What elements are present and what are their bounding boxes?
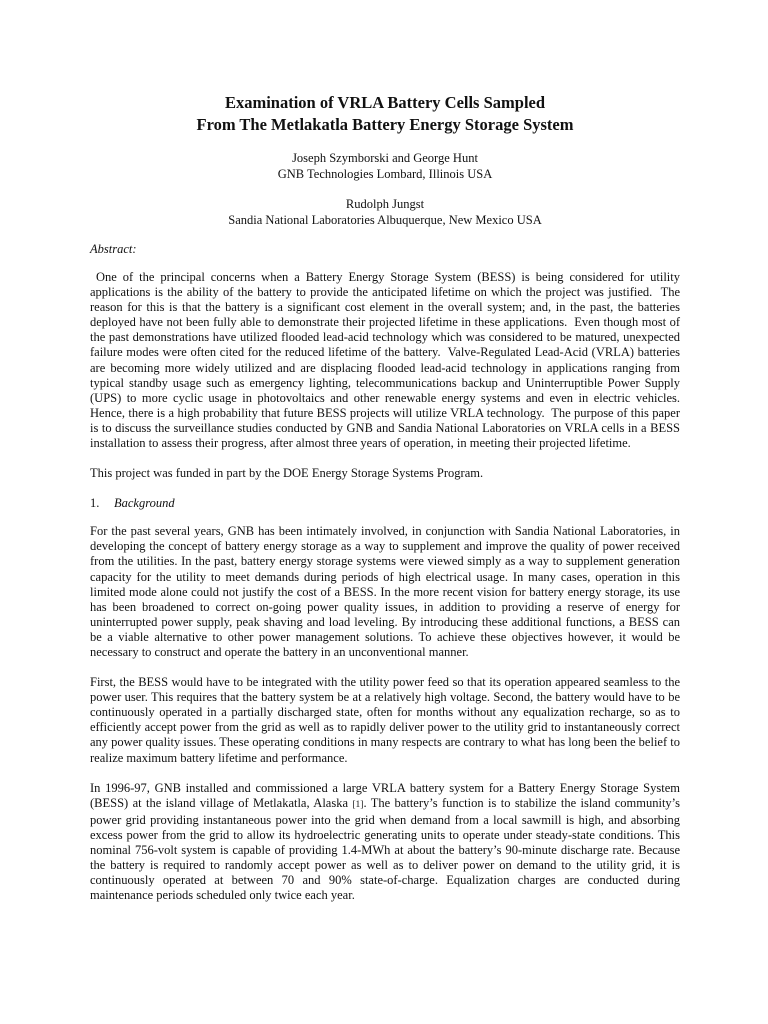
title-line-1: Examination of VRLA Battery Cells Sampled <box>224 93 546 112</box>
funding-note: This project was funded in part by the DOE Energy Storage Systems Program. <box>90 466 484 481</box>
title-line-2: From The Metlakatla Battery Energy Storage System <box>196 115 574 134</box>
body-paragraph: For the past several years, GNB has been intimately involved, in conjunction with Sandia National Laboratories, in developing the concept of battery energy storage as a way to supplement and improve the quality of power received from the utilities. In the past, battery energy storage systems were viewed simply as a way to supplement generation capacity for the utility to meet demands during periods of high electrical usage. In many cases, operation in this limited mode alone could not justify the cost of a BESS. In the more recent vision for battery energy storage, its use has been broadened to correct on-going power quality issues, in addition to providing a reserve of energy for uninterrupted power supply, peak shaving and load leveling. By introducing these additional functions, a BESS can be a viable alternative to other power management solutions. To achieve these objectives however, it would be necessary to construct and operate the battery in an unconventional manner. <box>90 524 680 659</box>
section-title: Background <box>114 496 175 511</box>
author-affiliation: Sandia National Laboratories Albuquerque, New Mexico USA <box>228 213 542 227</box>
abstract-label: Abstract: <box>90 242 137 256</box>
reference-citation: [1] <box>352 799 364 810</box>
body-paragraph: First, the BESS would have to be integrated with the utility power feed so that its operation appeared seamless to the power user. This requires that the battery system be at a relatively high voltage. Second, the battery would have to be continuously operated in a partially discharged state, often for months without any equalization recharge, so as to efficiently accept power from the grid as well as to rapidly deliver power to the utility grid to instantaneously correct any power quality issues. These operating conditions in many respects are contrary to what has long been the belief to realize maximum battery lifetime and performance. <box>90 675 680 765</box>
author-affiliation: GNB Technologies Lombard, Illinois USA <box>277 167 493 181</box>
section-heading-background <box>90 496 680 511</box>
paragraph-text: . The battery’s function is to stabilize the island community’s power grid providing instantaneous power into the grid when demand from a local sawmill is high, and absorbing excess power from the grid to allow its hydroelectric generating units to operate under steady-state conditions. This nominal 756-volt system is capable of providing 1.4-MWh at about the battery’s 90-minute discharge rate. Because the battery is required to randomly accept power as well as to deliver power on demand to the utility grid, it is continuously operated at between 70 and 90% state-of-charge. Equalization charges are conducted during maintenance periods scheduled only twice each year. <box>90 795 681 903</box>
body-paragraph-metlakatla <box>90 781 680 904</box>
paper-title <box>90 92 680 136</box>
abstract-paragraph: One of the principal concerns when a Battery Energy Storage System (BESS) is being considered for utility applications is the ability of the battery to provide the anticipated lifetime on which the project was justified. The reason for this is that the battery is a significant cost element in the overall system; and, in the past, the batteries deployed have not been fully able to demonstrate their projected lifetime in these applications. Even though most of the past demonstrations have utilized flooded lead-acid technology which was considered to be matured, unexpected failure modes were often cited for the reduced lifetime of the battery. Valve-Regulated Lead-Acid (VRLA) batteries are becoming more widely utilized and are displacing flooded lead-acid technology in applications ranging from typical standby usage such as emergency lighting, telecommunications backup and Uninterruptible Power Supply (UPS) to more cyclic usage in photovoltaics and other renewable energy systems and even in electric vehicles. Hence, there is a high probability that future BESS projects will utilize VRLA technology. The purpose of this paper is to discuss the surveillance studies conducted by GNB and Sandia National Laboratories on VRLA cells in a BESS installation to assess their progress, after almost three years of operation, in meeting their projected lifetime. <box>90 270 687 451</box>
author-names: Joseph Szymborski and George Hunt <box>292 151 478 165</box>
paragraph-text: In 1996-97, GNB installed and commissioned a large VRLA battery system for a Battery Energy Storage System (BESS) at the island village of Metlakatla, Alaska <box>90 780 680 810</box>
author-block-1 <box>90 150 680 182</box>
author-names: Rudolph Jungst <box>345 197 425 211</box>
author-block-2 <box>90 196 680 228</box>
section-number: 1. <box>90 496 100 511</box>
